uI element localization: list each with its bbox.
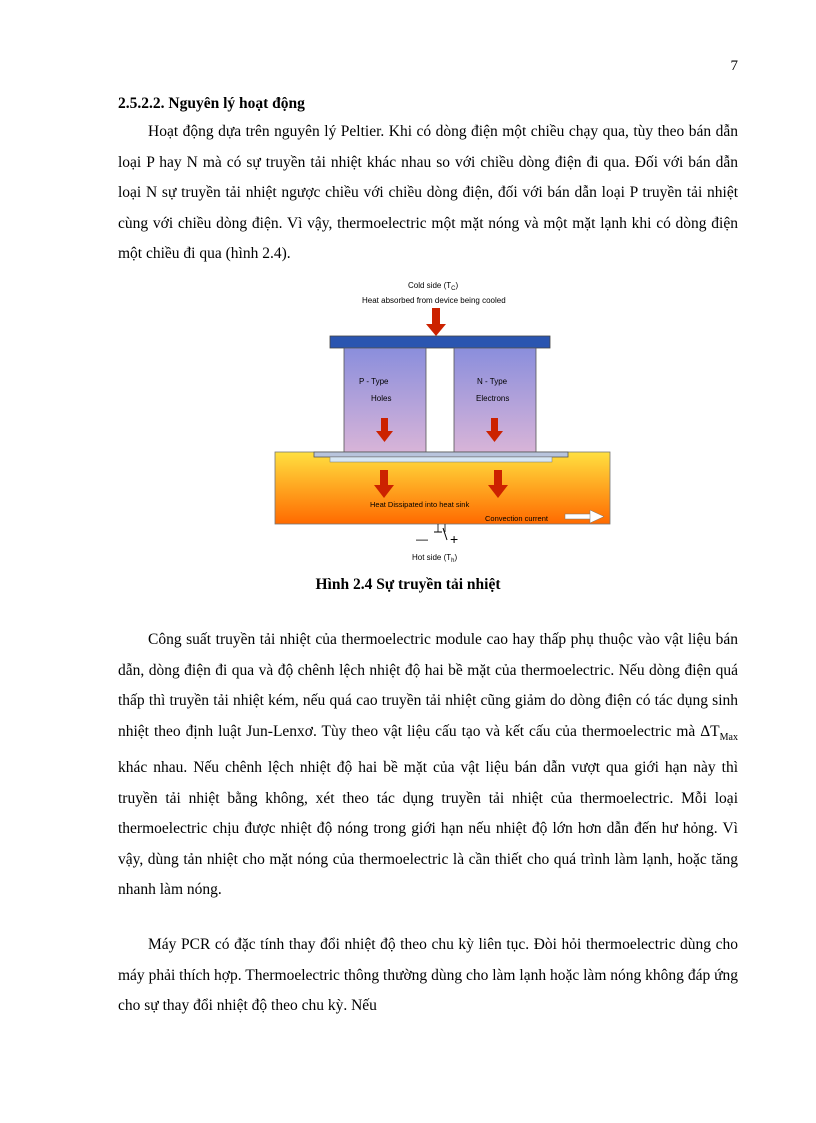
delta-t-symbol: ΔT bbox=[700, 722, 720, 740]
paragraph-pcr-machine: Máy PCR có đặc tính thay đổi nhiệt độ theo chu kỳ liên tục. Đòi hỏi thermoelectric dùng cho máy phải thích hợp. Thermoelectric thông thường dùng cho làm lạnh hoặc làm nóng không đáp ứng cho sự thay đổi nhiệt độ theo chu kỳ. Nếu bbox=[118, 936, 738, 1014]
figure-caption: Hình 2.4 Sự truyền tải nhiệt bbox=[315, 576, 501, 593]
plus-sign: + bbox=[450, 531, 459, 547]
paragraph-2-text-a: Công suất truyền tải nhiệt của thermoelectric module cao hay thấp phụ thuộc vào vật liệu bán dẫn, dòng điện đi qua và độ chênh lệch nhiệt độ hai bề mặt của thermoelectric. Nếu dòng điện quá thấp thì truyền tải nhiệt kém, nếu quá cao truyền tải nhiệt cũng giảm do dòng điện có tác dụng sinh nhiệt theo định luật Jun-Lenxơ. Tùy theo vật liệu cấu tạo và kết cấu của thermoelectric mà bbox=[118, 631, 738, 740]
n-type-label: N - Type bbox=[477, 377, 508, 386]
dc-battery-symbol bbox=[434, 524, 447, 540]
convection-label: Convection current bbox=[485, 514, 548, 523]
hot-plate-gap bbox=[330, 457, 552, 462]
paragraph-2-text-b: khác nhau. Nếu chênh lệch nhiệt độ hai bề mặt của vật liệu bán dẫn vượt qua giới hạn này thì truyền tải nhiệt bằng không, xét theo tác dụng truyền tải nhiệt của thermoelectric. Mỗi loại thermoelectric chịu được nhiệt độ nóng trong giới hạn nếu nhiệt độ lớn hơn dẫn đến hư hỏng. Vì vậy, dùng tản nhiệt cho mặt nóng của thermoelectric là cần thiết cho quá trình làm lạnh, hoặc tăng nhanh làm nóng. bbox=[118, 759, 738, 899]
heat-dissipated-label: Heat Dissipated into heat sink bbox=[370, 500, 470, 509]
page-number: 7 bbox=[730, 58, 738, 74]
paragraph-principle: Hoạt động dựa trên nguyên lý Peltier. Khi có dòng điện một chiều chạy qua, tùy theo bán dẫn loại P hay N mà có sự truyền tải nhiệt khác nhau so với chiều dòng điện đi qua. Đối với bán dẫn loại N sự truyền tải nhiệt ngược chiều với chiều dòng điện, đối với bán dẫn loại P truyền tải nhiệt cùng với chiều dòng điện. Vì vậy, thermoelectric một mặt nóng và một mặt lạnh khi có dòng điện một chiều đi qua (hình 2.4). bbox=[118, 123, 738, 262]
cold-plate bbox=[330, 336, 550, 348]
heat-absorbed-label: Heat absorbed from device being cooled bbox=[362, 296, 506, 305]
minus-sign: — bbox=[416, 532, 428, 546]
paragraph-transfer-capacity bbox=[118, 625, 738, 906]
hot-side-heat-sink bbox=[275, 452, 610, 524]
delta-t-subscript: Max bbox=[719, 731, 738, 743]
p-type-carrier: Holes bbox=[371, 394, 392, 403]
n-type-carrier: Electrons bbox=[476, 394, 510, 403]
section-heading: 2.5.2.2. Nguyên lý hoạt động bbox=[118, 95, 305, 112]
hot-side-label: Hot side $(T_h)$ bbox=[412, 553, 458, 564]
heat-absorbed-arrow bbox=[426, 308, 446, 336]
hot-plate bbox=[314, 452, 568, 457]
cold-side-label: Cold side $(T_C)$ bbox=[408, 281, 459, 292]
figure-peltier-diagram bbox=[270, 278, 615, 568]
p-type-label: P - Type bbox=[359, 377, 389, 386]
